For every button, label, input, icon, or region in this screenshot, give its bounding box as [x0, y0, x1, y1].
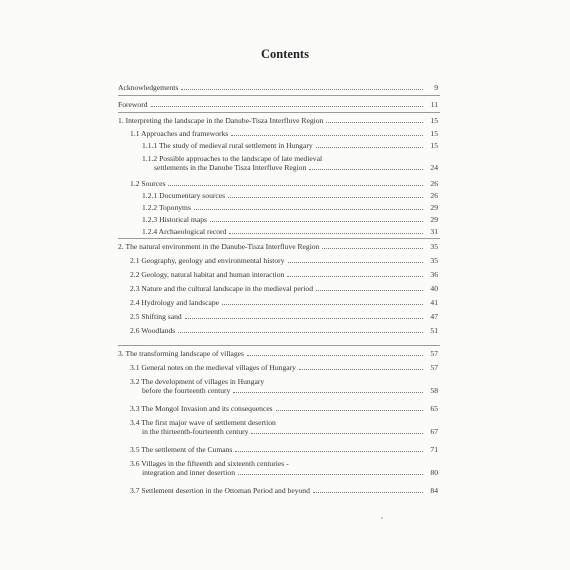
toc-entry[interactable] — [118, 418, 438, 436]
dot-leader — [194, 209, 423, 210]
toc-page-number: 84 — [430, 486, 438, 495]
toc-page-number: 26 — [430, 179, 438, 188]
toc-page-number: 47 — [430, 312, 438, 321]
toc-entry-title: 2.5 Shifting sand — [130, 312, 182, 321]
toc-entry-title: 3.3 The Mongol Invasion and its consequences — [130, 404, 273, 413]
dot-leader — [313, 492, 423, 493]
toc-entry-title: Acknowledgements — [118, 83, 179, 92]
dot-leader — [247, 355, 423, 356]
toc-page-number: 41 — [430, 298, 438, 307]
toc-entry[interactable] — [118, 179, 438, 188]
toc-entry-title: 1.1.1 The study of medieval rural settlement in Hungary — [142, 141, 313, 150]
toc-entry-title: 2.6 Woodlands — [130, 326, 176, 335]
dot-leader — [322, 248, 423, 249]
dot-leader — [181, 89, 423, 90]
toc-entry-title: 3.1 General notes on the medieval villages of Hungary — [130, 363, 296, 372]
toc-entry-title: 1.2.3 Historical maps — [142, 215, 207, 224]
toc-entry[interactable] — [118, 191, 438, 200]
toc-entry-title: 3.7 Settlement desertion in the Ottoman Period and beyond — [130, 486, 310, 495]
toc-entry-title: 1.2.1 Documentary sources — [142, 191, 226, 200]
section-divider — [118, 95, 440, 96]
toc-page-number: 57 — [430, 363, 438, 372]
toc-entry[interactable] — [118, 129, 438, 138]
toc-page-number: 35 — [430, 256, 438, 265]
toc-page-number: 57 — [430, 349, 438, 358]
toc-page-number: 29 — [430, 215, 438, 224]
toc-entry[interactable] — [118, 363, 438, 372]
toc-entry-title: 3.4 The first major wave of settlement desertion — [130, 418, 276, 427]
dot-leader — [276, 410, 423, 411]
dot-leader — [288, 262, 423, 263]
toc-entry[interactable] — [118, 227, 438, 236]
toc-entry-title: 3.6 Villages in the fifteenth and sixteenth centuries - — [130, 459, 289, 468]
dot-leader — [299, 369, 423, 370]
toc-entry-title: Foreword — [118, 100, 148, 109]
toc-entry[interactable] — [118, 459, 438, 477]
dot-leader — [229, 233, 423, 234]
dot-leader — [151, 106, 423, 107]
toc-entry[interactable] — [118, 377, 438, 395]
toc-page-number: 24 — [430, 163, 438, 172]
toc-entry[interactable] — [118, 298, 438, 307]
toc-entry-title: 1.1 Approaches and frameworks — [130, 129, 229, 138]
section-divider — [118, 112, 440, 113]
toc-page-number: 29 — [430, 203, 438, 212]
toc-entry-title: 1.1.2 Possible approaches to the landscape of late medieval — [142, 154, 323, 163]
toc-entry[interactable] — [118, 349, 438, 358]
toc-entry[interactable] — [118, 256, 438, 265]
page-title: Contents — [261, 47, 309, 61]
toc-entry[interactable] — [118, 445, 438, 454]
toc-page-number: 26 — [430, 191, 438, 200]
toc-entry-title-continued: in the thirteenth-fourteenth century — [142, 427, 249, 436]
toc-page-number: 71 — [430, 445, 438, 454]
dot-leader — [287, 276, 423, 277]
dot-leader — [210, 221, 423, 222]
toc-entry-title: 2.2 Geology, natural habitat and human interaction — [130, 270, 285, 279]
toc-page-number: 67 — [430, 427, 438, 436]
dot-leader — [228, 197, 423, 198]
dot-leader — [316, 147, 423, 148]
toc-page-number: 15 — [430, 141, 438, 150]
toc-entry[interactable] — [118, 404, 438, 413]
toc-entry-title: 1. Interpreting the landscape in the Danube-Tisza Interfluve Region — [118, 116, 324, 125]
toc-entry[interactable] — [118, 154, 438, 172]
toc-page-number: 31 — [430, 227, 438, 236]
toc-entry-title-continued: settlements in the Danube Tisza Interfluve Region — [154, 163, 307, 172]
toc-entry-title: 2.4 Hydrology and landscape — [130, 298, 219, 307]
toc-entry[interactable] — [118, 312, 438, 321]
dot-leader — [326, 122, 423, 123]
dot-leader — [235, 451, 423, 452]
toc-entry[interactable] — [118, 270, 438, 279]
toc-entry-title: 1.2.2 Toponyms — [142, 203, 191, 212]
toc-page-number: 58 — [430, 386, 438, 395]
dot-leader — [168, 185, 423, 186]
toc-page-number: 65 — [430, 404, 438, 413]
dot-leader — [231, 135, 423, 136]
toc-entry[interactable] — [118, 100, 438, 109]
toc-entry[interactable] — [118, 116, 438, 125]
toc-entry-title: 2. The natural environment in the Danube-Tisza Interfluve Region — [118, 242, 320, 251]
toc-entry-title: 1.2 Sources — [130, 179, 166, 188]
toc-page-number: 35 — [430, 242, 438, 251]
dot-leader — [222, 304, 423, 305]
dot-leader — [251, 433, 423, 434]
toc-entry[interactable] — [118, 203, 438, 212]
toc-page-number: 40 — [430, 284, 438, 293]
toc-entry[interactable] — [118, 215, 438, 224]
toc-page-number: 15 — [430, 116, 438, 125]
toc-entry[interactable] — [118, 242, 438, 251]
toc-entry[interactable] — [118, 486, 438, 495]
dot-leader — [233, 392, 423, 393]
toc-page-number: 80 — [430, 468, 438, 477]
toc-entry-title: 1.2.4 Archaeological record — [142, 227, 227, 236]
toc-entry[interactable] — [118, 326, 438, 335]
toc-entry-title: 2.3 Nature and the cultural landscape in the medieval period — [130, 284, 314, 293]
toc-entry[interactable] — [118, 83, 438, 92]
toc-entry-title-continued: integration and inner desertion — [142, 468, 235, 477]
toc-page-number: 36 — [430, 270, 438, 279]
toc-entry[interactable] — [118, 141, 438, 150]
dot-leader — [238, 474, 423, 475]
toc-entry-title-continued: before the fourteenth century — [142, 386, 231, 395]
toc-entry-title: 3. The transforming landscape of villages — [118, 349, 244, 358]
dot-leader — [316, 290, 423, 291]
toc-page-number: 9 — [434, 83, 438, 92]
toc-entry-title: 3.5 The settlement of the Cumans — [130, 445, 233, 454]
toc-entry[interactable] — [118, 284, 438, 293]
paper-speck — [381, 517, 383, 519]
dot-leader — [309, 169, 423, 170]
toc-page-number: 51 — [430, 326, 438, 335]
toc-page-number: 15 — [430, 129, 438, 138]
section-divider — [118, 345, 440, 346]
section-divider — [118, 238, 440, 239]
toc-entry-title: 3.2 The development of villages in Hungary — [130, 377, 265, 386]
dot-leader — [178, 332, 423, 333]
toc-page-number: 11 — [430, 100, 438, 109]
dot-leader — [185, 318, 423, 319]
toc-entry-title: 2.1 Geography, geology and environmental history — [130, 256, 285, 265]
